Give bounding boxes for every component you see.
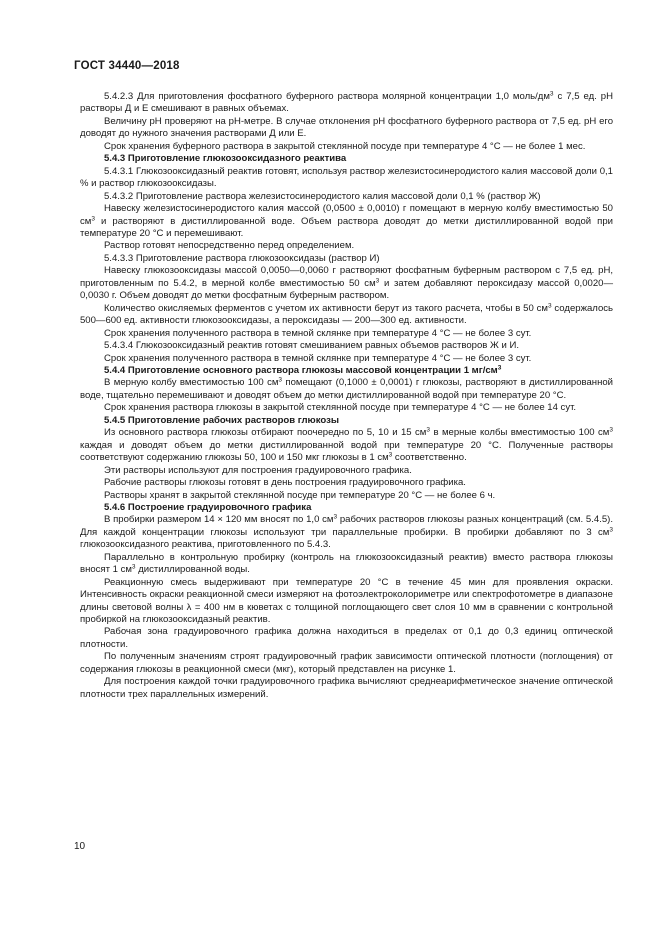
page-number: 10 bbox=[74, 841, 86, 852]
paragraph-working-solutions: Из основного раствора глюкозы отбирают поочередно по 5, 10 и 15 $см^3$ в мерные колбы вместимостью 100 $см^3$ каждая и доводят объем до метки дистиллированной водой при температуре 20 °С. Полученные растворы соответствуют содержанию глюкозы 50, 100 и 150 мкг глюкозы в 1 $см^3$ соответственно. bbox=[80, 426, 613, 464]
paragraph-storage-2: Срок хранения полученного раствора в темной склянке при температуре 4 °С — не более 3 сут. bbox=[104, 352, 532, 364]
paragraph-reaction-mixture: Реакционную смесь выдерживают при температуре 20 °С в течение 45 мин для проявления окраски. Интенсивность окраски реакционной смеси измеряют на фотоэлектроколориметре или спектрофотометре в диапазоне длины световой волны λ = 400 нм в кюветах с толщиной поглощающего свет слоя 10 мм в сравнении с контрольной пробиркой на глюкозооксидазный реактив. bbox=[80, 576, 613, 626]
paragraph-control-tube: Параллельно в контрольную пробирку (контроль на глюкозооксидазный реактив) вместо раствора глюкозы вносят 1 $см^3$ дистиллированной воды. bbox=[80, 551, 613, 576]
paragraph-test-tubes: В пробирки размером 14 × 120 мм вносят по 1,0 $см^3$ рабочих растворов глюкозы разных концентраций (см. 5.4.5). Для каждой концентрации глюкозы используют три параллельные пробирки. В пробирки добавляют по 3 $см^3$ глюкозооксидазного реактива, приготовленного по 5.4.3. bbox=[80, 513, 613, 551]
heading-5-4-6: 5.4.6 Построение градуировочного графика bbox=[104, 501, 312, 513]
paragraph-calibration-graph: По полученным значениям строят градуировочный график зависимости оптической плотности (поглощения) от содержания глюкозы в реакционной смеси (мкг), который представлен на рисунке 1. bbox=[80, 651, 613, 675]
paragraph-glucose-stock: В мерную колбу вместимостью 100 $см^3$ помещают (0,1000 ± 0,0001) г глюкозы, растворяют в дистиллированной воде, тщательно перемешивают и доводят объем до метки дистиллированной водой при температуре 20 °С. bbox=[80, 376, 613, 401]
paragraph-glucose-storage: Срок хранения раствора глюкозы в закрытой стеклянной посуде при температуре 4 °С — не более 14 сут. bbox=[104, 402, 577, 414]
paragraph-5-4-3-3: 5.4.3.3 Приготовление раствора глюкозооксидазы (раствор И) bbox=[104, 252, 380, 264]
paragraph-enzyme-amount: Количество окисляемых ферментов с учетом их активности берут из такого расчета, чтобы в 50 $см^3$ содержалось 500—600 ед. активности глюкозооксидазы, а пероксидазы — 200—300 ед. активности. bbox=[80, 302, 614, 327]
paragraph-prepare-before: Раствор готовят непосредственно перед определением. bbox=[104, 240, 355, 252]
paragraph-5-4-2-3: 5.4.2.3 Для приготовления фосфатного буферного раствора молярной концентрации 1,0 моль/$дм^3$ с 7,5 ед. pH растворы Д и Е смешивают в равных объемах. bbox=[80, 90, 613, 115]
heading-5-4-5: 5.4.5 Приготовление рабочих растворов глюкозы bbox=[104, 414, 339, 426]
paragraph-storage-1: Срок хранения полученного раствора в темной склянке при температуре 4 °С — не более 3 сут. bbox=[104, 327, 532, 339]
document-body bbox=[80, 91, 613, 701]
paragraph-5-4-3-4: 5.4.3.4 Глюкозооксидазный реактив готовят смешиванием равных объемов растворов Ж и И. bbox=[104, 340, 519, 352]
paragraph-ph-check: Величину pH проверяют на pH-метре. В случае отклонения pH фосфатного буферного раствора от 7,5 ед. pH его доводят до нужного значения растворами Д или Е. bbox=[80, 115, 613, 140]
paragraph-weighing-glucose-oxidase: Навеску глюкозооксидазы массой 0,0050—0,0060 г растворяют фосфатным буферным раствором с 7,5 ед. pH, приготовленным по 5.4.2, в мерной колбе вместимостью 50 $см^3$ и затем добавляют пероксидазу массой 0,0020—0,0030 г. Объем доводят до метки фосфатным буферным раствором. bbox=[80, 265, 613, 302]
heading-5-4-4: 5.4.4 Приготовление основного раствора глюкозы массовой концентрации 1 $мг/см^3$ bbox=[104, 364, 502, 376]
paragraph-working-zone: Рабочая зона градуировочного графика должна находиться в пределах от 0,1 до 0,3 единиц оптической плотности. bbox=[80, 626, 613, 650]
paragraph-weighing-ferrocyanide: Навеску железистосинеродистого калия массой (0,0500 ± 0,0010) г помещают в мерную колбу вместимостью 50 $см^3$ и растворяют в дистиллированной воде. Объем раствора доводят до метки дистиллированной водой при температуре 20 °С и перемешивают. bbox=[80, 203, 613, 239]
paragraph-solutions-use: Эти растворы используют для построения градуировочного графика. bbox=[104, 464, 412, 476]
paragraph-5-4-3-2: 5.4.3.2 Приготовление раствора железистосинеродистого калия массовой доли 0,1 % (раствор Ж) bbox=[104, 190, 541, 202]
document-header: ГОСТ 34440—2018 bbox=[74, 60, 180, 72]
paragraph-5-4-3-1: 5.4.3.1 Глюкозооксидазный реактив готовят, используя раствор железистосинеродистого калия массовой доли 0,1 % и раствор глюкозооксидазы. bbox=[80, 165, 613, 190]
paragraph-mean-density: Для построения каждой точки градуировочного графика вычисляют среднеарифметическое значение оптической плотности трех параллельных измерений. bbox=[80, 676, 613, 700]
paragraph-solutions-storage: Растворы хранят в закрытой стеклянной посуде при температуре 20 °С — не более 6 ч. bbox=[104, 489, 496, 501]
paragraph-solutions-same-day: Рабочие растворы глюкозы готовят в день построения градуировочного графика. bbox=[104, 477, 466, 489]
heading-5-4-3: 5.4.3 Приготовление глюкозооксидазного реактива bbox=[104, 153, 347, 165]
paragraph-buffer-storage: Срок хранения буферного раствора в закрытой стеклянной посуде при температуре 4 °С — не более 1 мес. bbox=[104, 140, 586, 152]
